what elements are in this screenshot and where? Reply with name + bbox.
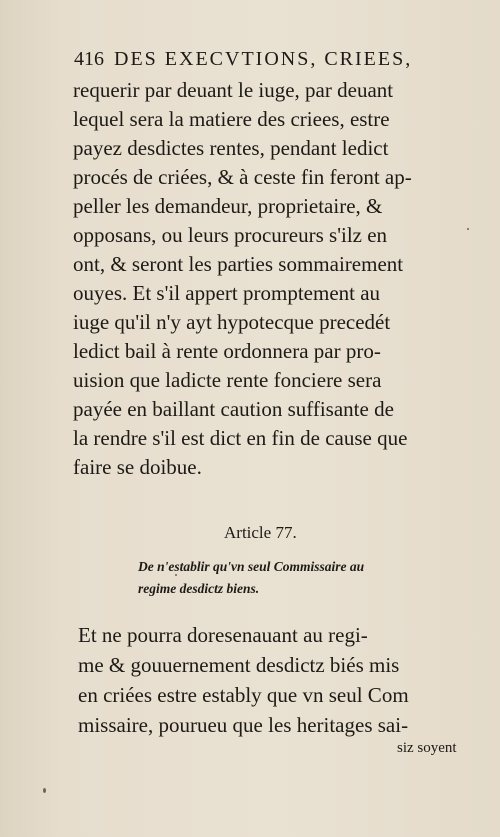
text-line: me & gouuernement desdictz biés mis <box>78 653 400 677</box>
text-line: payez desdictes rentes, pendant ledict <box>73 136 389 160</box>
text-line: payée en baillant caution suffisante de <box>73 397 394 421</box>
article-heading: Article 77. <box>224 523 297 542</box>
text-line: iuge qu'il n'y ayt hypotecque precedét <box>73 310 391 334</box>
text-line: ledict bail à rente ordonnera par pro- <box>73 339 381 363</box>
page-number: 416 <box>74 48 104 70</box>
text-line: en criées estre estably que vn seul Com <box>78 683 409 707</box>
catchword: siz soyent <box>397 740 457 756</box>
paper-speck <box>43 788 46 793</box>
paper-speck <box>467 228 469 230</box>
text-line: opposans, ou leurs procureurs s'ilz en <box>73 223 388 247</box>
paragraph-2 <box>78 620 478 740</box>
text-line: uision que ladicte rente fonciere sera <box>73 368 382 392</box>
text-line: procés de criées, & à ceste fin feront ap- <box>73 165 412 189</box>
text-line: requerir par deuant le iuge, par deuant <box>73 78 394 102</box>
summary-line: regime desdictz biens. <box>138 581 260 596</box>
text-line: peller les demandeur, proprietaire, & <box>73 194 383 218</box>
text-line: Et ne pourra doresenauant au regi- <box>78 623 368 647</box>
paragraph-1 <box>73 76 473 482</box>
text-line: missaire, pourueu que les heritages sai- <box>78 713 409 737</box>
paper-speck <box>175 574 177 576</box>
text-line: faire se doibue. <box>73 455 202 479</box>
article-summary <box>138 556 364 600</box>
text-line: lequel sera la matiere des criees, estre <box>73 107 390 131</box>
summary-line: De n'establir qu'vn seul Commissaire au <box>138 559 365 574</box>
text-line: ont, & seront les parties sommairement <box>73 252 404 276</box>
running-title: DES EXECVTIONS, CRIEES, <box>114 48 413 70</box>
text-line: ouyes. Et s'il appert promptement au <box>73 281 381 305</box>
running-head <box>74 48 412 71</box>
text-line: la rendre s'il est dict en fin de cause que <box>73 426 408 450</box>
